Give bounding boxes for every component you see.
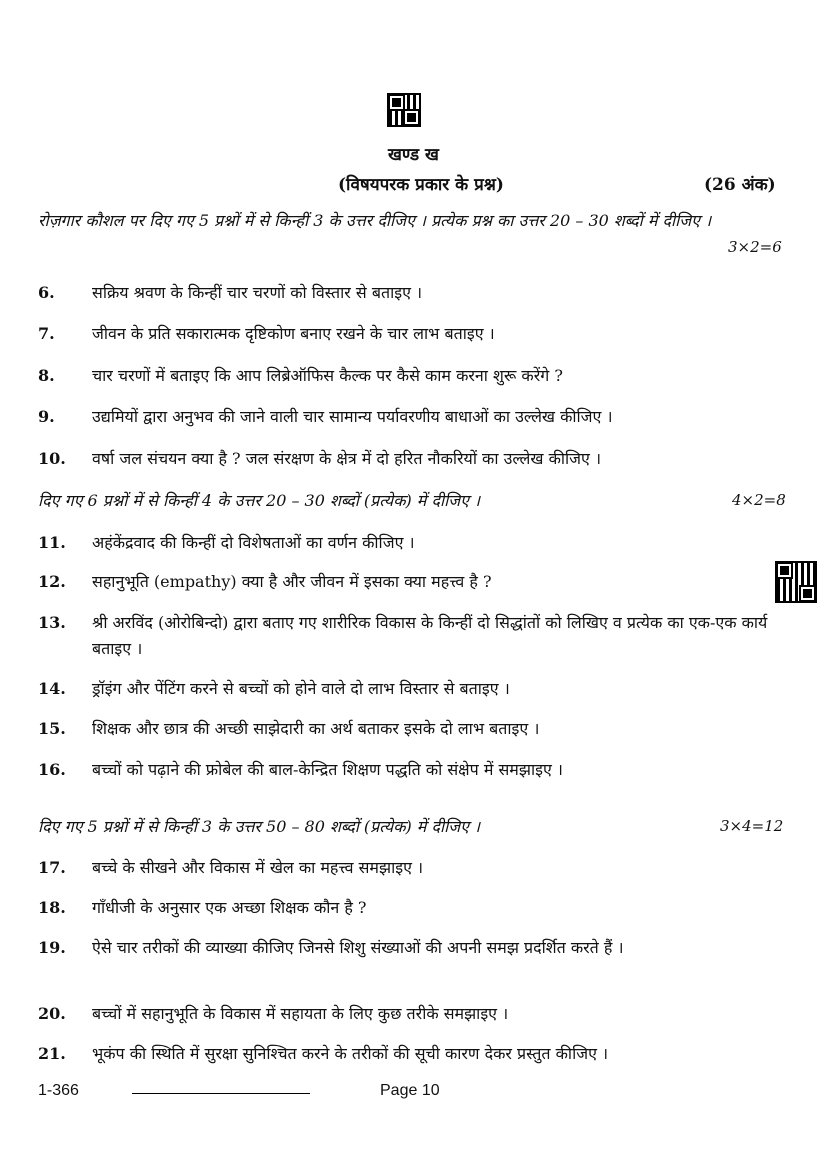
question-number: 21. <box>38 1044 66 1063</box>
question-number: 9. <box>38 407 55 426</box>
group-instruction: दिए गए 6 प्रश्नों में से किन्हीं 4 के उत्तर 20 – 30 शब्दों (प्रत्येक) में दीजिए । <box>38 491 481 510</box>
qr-code-icon-side <box>777 563 815 601</box>
question-number: 15. <box>38 719 66 738</box>
question-text: जीवन के प्रति सकारात्मक दृष्टिकोण बनाए रखने के चार लाभ बताइए । <box>92 324 495 343</box>
question-text: सहानुभूति (empathy) क्या है और जीवन में इसका क्या महत्त्व है ? <box>92 572 492 591</box>
question-number: 12. <box>38 572 66 591</box>
question-number: 8. <box>38 366 55 385</box>
question-number: 6. <box>38 283 55 302</box>
question-text: सक्रिय श्रवण के किन्हीं चार चरणों को विस्तार से बताइए । <box>92 283 423 302</box>
paper-code: 1-366 <box>38 1082 79 1099</box>
question-number: 17. <box>38 858 66 877</box>
question-number: 10. <box>38 449 66 468</box>
question-text: बच्चे के सीखने और विकास में खेल का महत्त्व समझाइए । <box>92 858 424 877</box>
footer-divider <box>132 1093 310 1094</box>
question-number: 20. <box>38 1004 66 1023</box>
group-marks: 3×4=12 <box>720 817 784 835</box>
question-text: अहंकेंद्रवाद की किन्हीं दो विशेषताओं का वर्णन कीजिए । <box>92 533 415 552</box>
question-text: गाँधीजी के अनुसार एक अच्छा शिक्षक कौन है ? <box>92 898 367 917</box>
section-subtitle: (विषयपरक प्रकार के प्रश्न) <box>338 175 504 195</box>
question-text: उद्यमियों द्वारा अनुभव की जाने वाली चार सामान्य पर्यावरणीय बाधाओं का उल्लेख कीजिए । <box>92 407 613 426</box>
group-instruction: दिए गए 5 प्रश्नों में से किन्हीं 3 के उत्तर 50 – 80 शब्दों (प्रत्येक) में दीजिए । <box>38 817 481 836</box>
question-number: 18. <box>38 898 66 917</box>
section-total-marks: (26 अंक) <box>704 175 776 195</box>
group-marks: 4×2=8 <box>732 491 786 509</box>
section-title: खण्ड ख <box>388 145 439 165</box>
question-number: 13. <box>38 613 66 632</box>
question-number: 14. <box>38 679 66 698</box>
qr-code-icon-top <box>389 95 419 125</box>
question-number: 16. <box>38 760 66 779</box>
question-text: भूकंप की स्थिति में सुरक्षा सुनिश्चित करने के तरीकों की सूची कारण देकर प्रस्तुत कीजिए । <box>92 1044 609 1063</box>
question-text: ड्रॉइंग और पेंटिंग करने से बच्चों को होने वाले दो लाभ विस्तार से बताइए । <box>92 679 510 698</box>
question-number: 7. <box>38 324 55 343</box>
question-text: श्री अरविंद (ओरोबिन्दो) द्वारा बताए गए शारीरिक विकास के किन्हीं दो सिद्धांतों को लिखिए व प्रत्येक का एक-एक कार्य बताइए । <box>92 613 768 658</box>
question-text: बच्चों में सहानुभूति के विकास में सहायता के लिए कुछ तरीके समझाइए । <box>92 1004 509 1023</box>
question-text: शिक्षक और छात्र की अच्छी साझेदारी का अर्थ बताकर इसके दो लाभ बताइए । <box>92 719 540 738</box>
question-text: चार चरणों में बताइए कि आप लिब्रेऑफिस कैल्क पर कैसे काम करना शुरू करेंगे ? <box>92 366 563 385</box>
group-instruction: रोज़गार कौशल पर दिए गए 5 प्रश्नों में से किन्हीं 3 के उत्तर दीजिए । प्रत्येक प्रश्न का उत्तर 20 – 30 शब्दों में दीजिए । <box>38 211 712 230</box>
question-text: बच्चों को पढ़ाने की फ्रोबेल की बाल-केन्द्रित शिक्षण पद्धति को संक्षेप में समझाइए । <box>92 760 563 779</box>
question-number: 11. <box>38 533 66 552</box>
question-text: ऐसे चार तरीकों की व्याख्या कीजिए जिनसे शिशु संख्याओं की अपनी समझ प्रदर्शित करते हैं । <box>92 938 624 957</box>
question-text: वर्षा जल संचयन क्या है ? जल संरक्षण के क्षेत्र में दो हरित नौकरियों का उल्लेख कीजिए । <box>92 449 602 468</box>
question-number: 19. <box>38 938 66 957</box>
page-number: Page 10 <box>380 1082 440 1099</box>
group-marks: 3×2=6 <box>728 238 782 256</box>
